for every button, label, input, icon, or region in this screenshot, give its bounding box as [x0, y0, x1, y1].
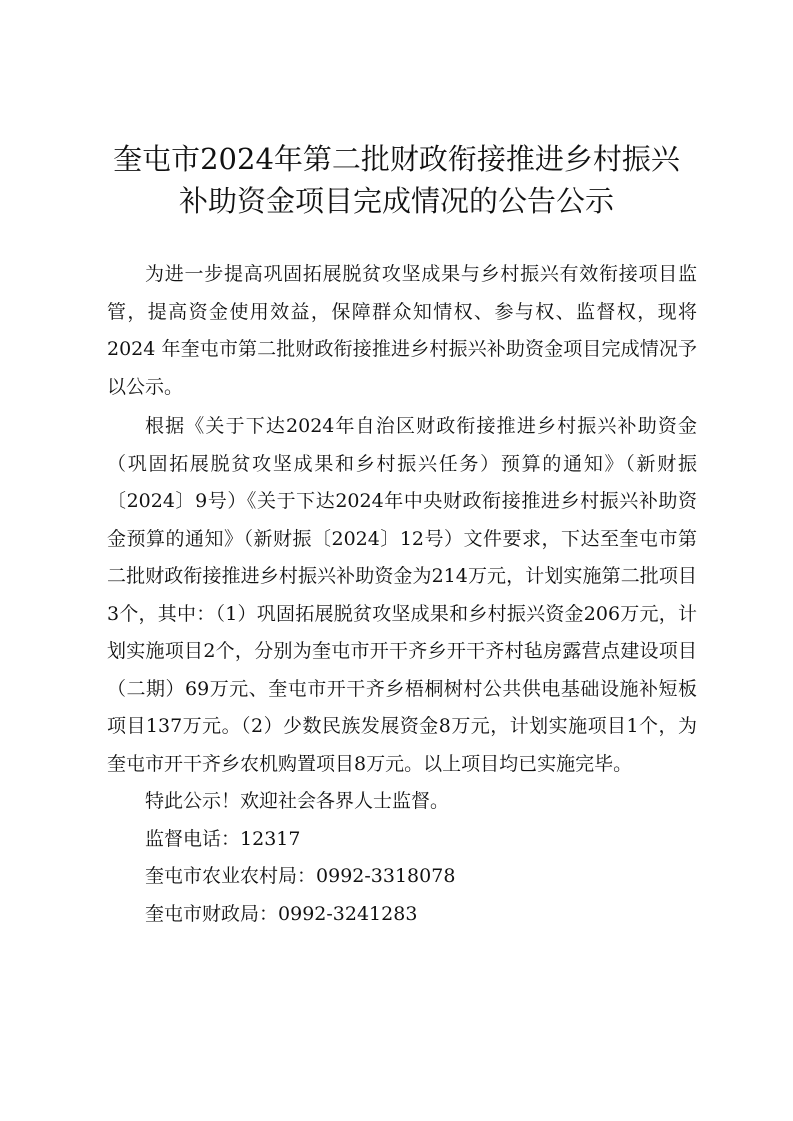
- contact-agriculture-bureau: [107, 858, 697, 896]
- contact-label: 奎屯市财政局：: [145, 902, 279, 925]
- contact-finance-bureau: [107, 896, 697, 934]
- paragraph-intro: 为进一步提高巩固拓展脱贫攻坚成果与乡村振兴有效衔接项目监管，提高资金使用效益，保障群众知情权、参与权、监督权，现将2024 年奎屯市第二批财政衔接推进乡村振兴补助资金项目完成情况予以公示。: [107, 263, 697, 398]
- document-body: [107, 256, 697, 933]
- contact-label: 监督电话：: [145, 827, 241, 850]
- contact-supervision-phone: [107, 821, 697, 859]
- contact-value: 0992-3241283: [278, 902, 418, 925]
- paragraph-details: 根据《关于下达2024年自治区财政衔接推进乡村振兴补助资金（巩固拓展脱贫攻坚成果和乡村振兴任务）预算的通知》（新财振〔2024〕9号）《关于下达2024年中央财政衔接推进乡村振兴补助资金预算的通知》（新财振〔2024〕12号）文件要求，下达至奎屯市第二批财政衔接推进乡村振兴补助资金为214万元，计划实施第二批项目3个，其中：（1）巩固拓展脱贫攻坚成果和乡村振兴资金206万元，计划实施项目2个，分别为奎屯市开干齐乡开干齐村毡房露营点建设项目（二期）69万元、奎屯市开干齐乡梧桐树村公共供电基础设施补短板项目137万元。（2）少数民族发展资金8万元，计划实施项目1个，为奎屯市开干齐乡农机购置项目8万元。以上项目均已实施完毕。: [107, 415, 697, 775]
- title-line-1: 奎屯市2024年第二批财政衔接推进乡村振兴: [113, 142, 680, 176]
- title-line-2: 补助资金项目完成情况的公告公示: [178, 184, 614, 218]
- document-title: [60, 138, 733, 222]
- contact-label: 奎屯市农业农村局：: [145, 865, 317, 887]
- contact-value: 0992-3318078: [316, 865, 456, 887]
- notice-line: 特此公示！欢迎社会各界人士监督。: [145, 790, 450, 812]
- contact-value: 12317: [240, 827, 301, 850]
